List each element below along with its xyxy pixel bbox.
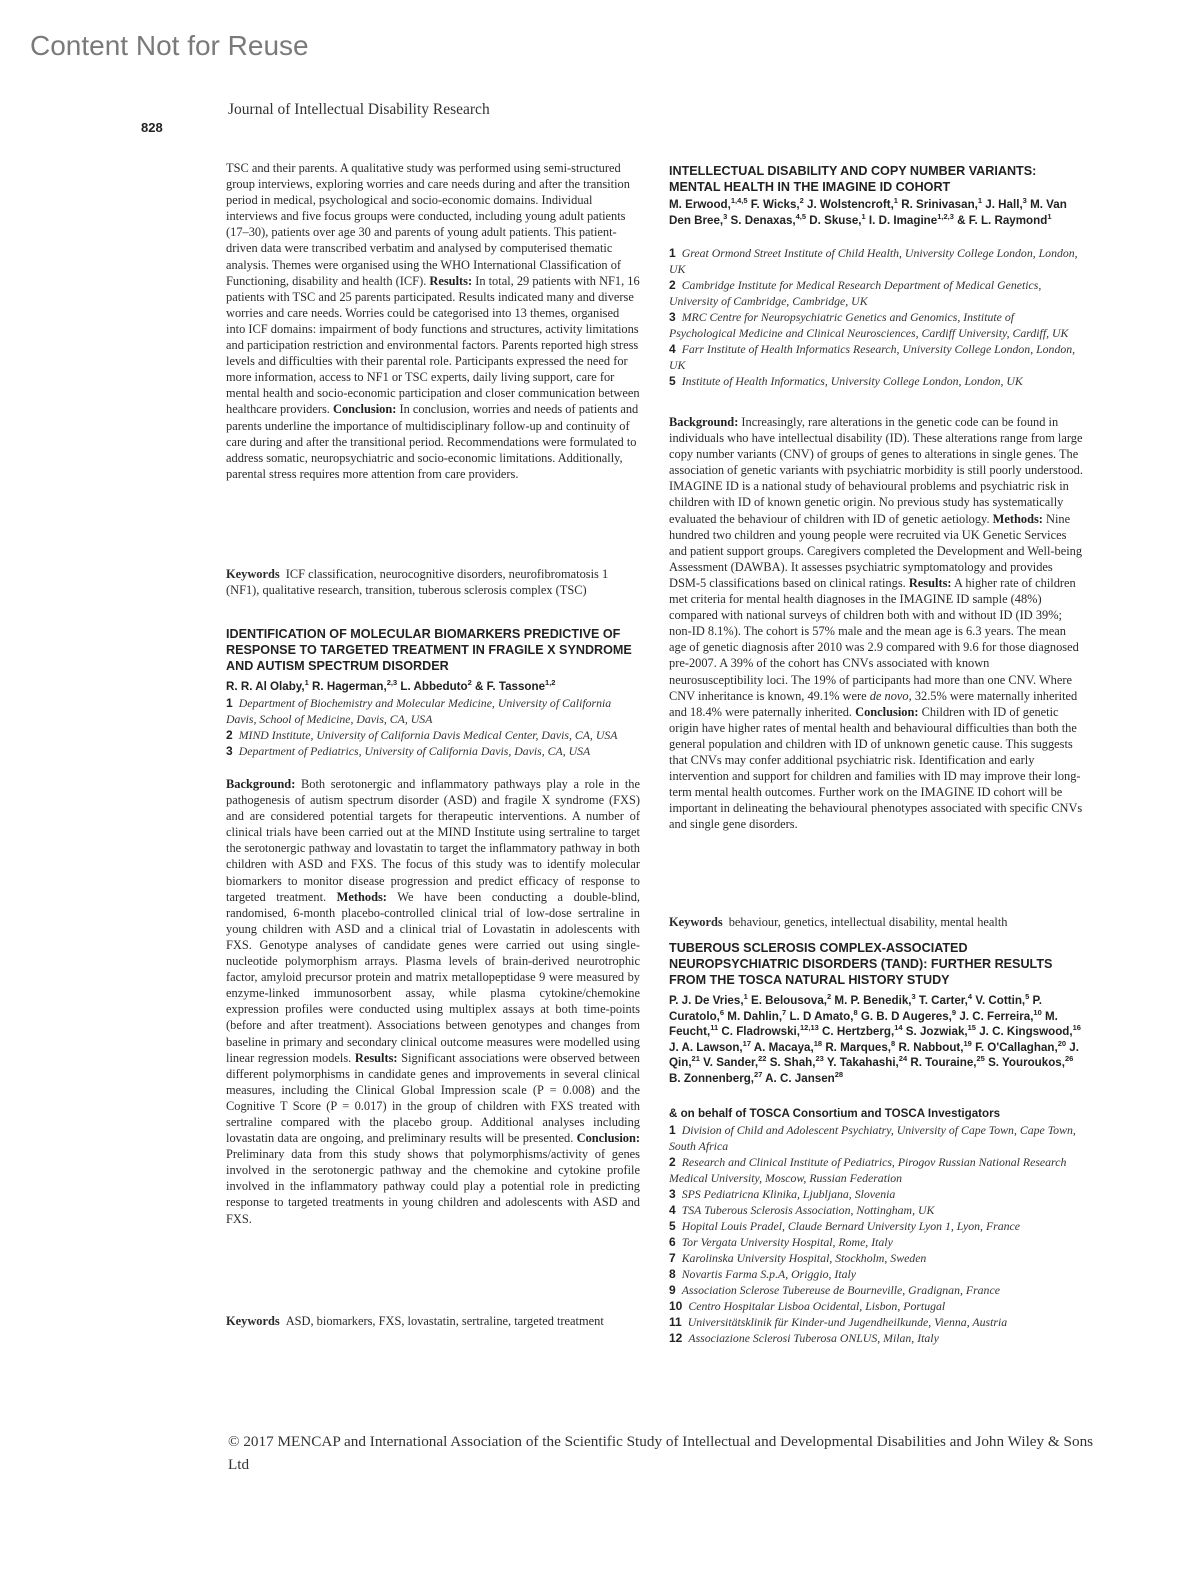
affiliation xyxy=(669,1202,1083,1218)
affiliation-ref: 1 xyxy=(304,678,309,688)
affiliation-number: 3 xyxy=(669,310,676,324)
author-name: I. D. Imagine xyxy=(868,213,938,227)
affiliation-number: 1 xyxy=(226,696,233,710)
author xyxy=(807,198,898,211)
author xyxy=(959,1007,1042,1023)
author-name: & F. Tassone xyxy=(475,680,546,693)
keywords-text: behaviour, genetics, intellectual disability, mental health xyxy=(728,915,1008,929)
section-text: In total, 29 patients with NF1, 16 patients with TSC and 25 parents participated. Results indicated many and diverse worries and care needs. Worries could be categorised into 13 themes, organised into ICF domains: impairment of body functions and structures, activity limitations and participation restriction and environmental factors. Parents reported high stress levels and difficulties with their parental role. Participants expressed the need for more information, access to NF1 or TSC experts, daily living support, care for mental health and socio-economic participation and closer communication between healthcare providers. xyxy=(226,273,640,417)
author xyxy=(475,680,555,693)
author-name: R. Srinivasan, xyxy=(901,198,978,211)
affiliation xyxy=(669,309,1083,341)
section-label: Methods: xyxy=(336,889,387,904)
affiliation-text: Division of Child and Adolescent Psychiatry, University of Cape Town, Cape Town, South Africa xyxy=(669,1123,1076,1153)
intro-keywords xyxy=(226,566,640,598)
article-abstract xyxy=(226,776,640,1227)
article-title: TUBEROUS SCLEROSIS COMPLEX-ASSOCIATED NEUROPSYCHIATRIC DISORDERS (TAND): FURTHER RESULTS FROM THE TOSCA NATURAL HISTORY STUDY xyxy=(669,941,1053,987)
affiliation xyxy=(669,1154,1083,1186)
keywords-label: Keywords xyxy=(226,567,280,581)
author-name: L. D Amato, xyxy=(789,1009,854,1023)
author xyxy=(957,211,1052,227)
affiliation-ref: 3 xyxy=(911,992,916,1002)
affiliation-number: 4 xyxy=(669,1203,676,1217)
affiliation-ref: 24 xyxy=(898,1054,908,1064)
author-name: S. Youroukos, xyxy=(988,1056,1065,1070)
affiliation-ref: 1 xyxy=(1047,211,1052,221)
affiliation-ref: 2 xyxy=(467,678,472,688)
author-name: R. Touraine, xyxy=(910,1056,977,1070)
author xyxy=(834,994,915,1007)
affiliation-ref: 7 xyxy=(782,1007,787,1017)
author-name: M. Feucht, xyxy=(669,1009,1058,1039)
author-name: J. Wolstencroft, xyxy=(807,198,894,211)
author-name: L. Abbeduto xyxy=(400,680,468,693)
affiliation-text: Farr Institute of Health Informatics Research, University College London, London, UK xyxy=(669,342,1076,372)
author-list xyxy=(669,197,1083,228)
keywords-label: Keywords xyxy=(669,915,723,929)
section-label: Results: xyxy=(429,273,473,288)
author xyxy=(919,994,972,1007)
keywords-label: Keywords xyxy=(226,1314,280,1328)
affiliation-ref: 10 xyxy=(1033,1007,1042,1017)
section-text: , 32.5% were maternally inherited and 18.4% were paternally inherited. xyxy=(669,688,1078,719)
author-name: S. Jozwiak, xyxy=(905,1025,968,1039)
author-name: M. Van Den Bree, xyxy=(669,198,1067,227)
affiliation-ref: 18 xyxy=(813,1038,823,1048)
keywords-text: ASD, biomarkers, FXS, lovastatin, sertraline, targeted treatment xyxy=(285,1314,604,1328)
author xyxy=(827,1056,907,1069)
author xyxy=(400,680,471,693)
section-text: Increasingly, rare alterations in the genetic code can be found in individuals who have intellectual disability (ID). These alterations range from large copy number variants (CNV) of groups of genes to alterations in single genes. The association of genetic variants with psychiatric morbidity is still poorly understood. IMAGINE ID is a national study of behavioural problems and psychiatric risk in children with ID of known genetic origin. No previous study has systematically evaluated the behaviour of children with ID of genetic aetiology. xyxy=(669,415,1083,526)
affiliation-number: 3 xyxy=(226,744,233,758)
author-name: Y. Takahashi, xyxy=(826,1056,899,1070)
affiliation-ref: 21 xyxy=(691,1054,700,1064)
affiliation xyxy=(226,727,640,743)
intro-abstract xyxy=(226,160,640,482)
author xyxy=(751,198,804,211)
affiliation-ref: 1,2 xyxy=(545,678,556,688)
author xyxy=(669,1038,751,1054)
author-list xyxy=(226,679,640,695)
affiliation-ref: 15 xyxy=(967,1023,976,1033)
author xyxy=(898,1038,972,1054)
affiliation-ref: 16 xyxy=(1072,1023,1081,1033)
affiliation-ref: 8 xyxy=(891,1038,896,1048)
affiliation-number: 3 xyxy=(669,1187,676,1201)
affiliation-text: Karolinska University Hospital, Stockholm, Sweden xyxy=(681,1251,927,1265)
affiliation-text: Institute of Health Informatics, University College London, London, UK xyxy=(681,374,1023,388)
affiliation xyxy=(669,1282,1083,1298)
affiliation-text: Associazione Sclerosi Tuberosa ONLUS, Milan, Italy xyxy=(688,1331,939,1345)
author xyxy=(979,1025,1081,1038)
author xyxy=(975,994,1029,1007)
affiliation-number: 1 xyxy=(669,246,676,260)
affiliation-number: 8 xyxy=(669,1267,676,1281)
affiliation-number: 7 xyxy=(669,1251,676,1265)
author-name: M. Dahlin, xyxy=(727,1009,783,1023)
affiliation-ref: 2 xyxy=(799,196,804,206)
affiliation-ref: 5 xyxy=(1025,992,1030,1002)
author-name: M. P. Benedik, xyxy=(834,994,912,1007)
affiliation xyxy=(669,373,1083,389)
author-name: A. C. Jansen xyxy=(765,1071,835,1085)
copyright-footer: © 2017 MENCAP and International Association of the Scientific Study of Intellectual and Developmental Disabilities and John Wiley & Sons Ltd xyxy=(228,1433,1094,1473)
affiliation-ref: 3 xyxy=(723,211,728,221)
affiliation-number: 2 xyxy=(669,278,676,292)
article-keywords xyxy=(226,1313,640,1329)
author-name: R. R. Al Olaby, xyxy=(226,680,305,693)
affiliation-text: SPS Pediatricna Klinika, Ljubljana, Slovenia xyxy=(681,1187,896,1201)
author xyxy=(721,1025,818,1038)
author-name: J. C. Ferreira, xyxy=(959,1009,1034,1023)
affiliation-number: 12 xyxy=(669,1331,683,1345)
author-name: R. Hagerman, xyxy=(312,680,387,693)
section-label: Conclusion: xyxy=(855,704,919,719)
affiliation-ref: 28 xyxy=(834,1070,844,1080)
italic-term: de novo xyxy=(869,688,909,703)
affiliation-ref: 1,4,5 xyxy=(730,196,748,206)
affiliation-ref: 27 xyxy=(754,1070,763,1080)
section-text: Both serotonergic and inflammatory pathways play a role in the pathogenesis of autism spectrum disorder (ASD) and fragile X syndrome (FXS) and are considered potential targets for therapeutic interventions. A number of clinical trials have been carried out at the MIND Institute using sertraline to target the serotonergic pathway and lovastatin to target the inflammatory pathway in both children with ASD and FXS. The focus of this study was to identify molecular biomarkers to monitor disease progression and predict efficacy of response to targeted treatment. xyxy=(226,777,640,904)
section-label: Conclusion: xyxy=(576,1131,640,1146)
section-label: Methods: xyxy=(992,511,1043,526)
author-list xyxy=(669,993,1087,1087)
author xyxy=(669,198,748,211)
affiliation xyxy=(669,1250,1083,1266)
author xyxy=(765,1072,843,1085)
affiliation xyxy=(669,1122,1083,1154)
author-name: V. Cottin, xyxy=(975,994,1026,1007)
affiliation-ref: 1 xyxy=(977,196,983,206)
author xyxy=(669,1072,762,1085)
affiliation-text: MIND Institute, University of California Davis Medical Center, Davis, CA, USA xyxy=(238,728,618,742)
affiliation xyxy=(226,695,640,727)
affiliation-ref: 22 xyxy=(758,1054,767,1064)
author xyxy=(753,1038,823,1054)
affiliation-text: Hopital Louis Pradel, Claude Bernard University Lyon 1, Lyon, France xyxy=(681,1219,1021,1233)
author xyxy=(730,211,807,227)
article-keywords xyxy=(669,914,1083,930)
author-name: G. B. D Augeres, xyxy=(860,1009,952,1023)
consortium-line: & on behalf of TOSCA Consortium and TOSCA Investigators xyxy=(669,1107,1001,1120)
author-name: J. C. Kingswood, xyxy=(979,1025,1073,1039)
affiliation-text: Association Sclerose Tubereuse de Bourneville, Gradignan, France xyxy=(681,1283,1000,1297)
author xyxy=(727,1007,787,1023)
affiliation-number: 1 xyxy=(669,1123,676,1137)
affiliation xyxy=(669,1330,1083,1346)
author-name: & F. L. Raymond xyxy=(957,213,1048,227)
affiliation-ref: 1 xyxy=(861,211,866,221)
keywords-text: ICF classification, neurocognitive disorders, neurofibromatosis 1 (NF1), qualitative research, transition, tuberous sclerosis complex (TSC) xyxy=(226,567,609,598)
author-name: D. Skuse, xyxy=(809,213,862,227)
affiliation-number: 5 xyxy=(669,1219,676,1233)
author-name: S. Denaxas, xyxy=(730,213,796,227)
affiliation-ref: 25 xyxy=(976,1054,985,1064)
affiliation xyxy=(669,1266,1083,1282)
affiliation-ref: 12,13 xyxy=(800,1023,819,1033)
author xyxy=(809,211,866,227)
affiliation-number: 9 xyxy=(669,1283,676,1297)
author xyxy=(906,1025,976,1038)
author xyxy=(226,680,309,693)
author xyxy=(669,994,748,1007)
affiliation-text: Centro Hospitalar Lisboa Ocidental, Lisbon, Portugal xyxy=(688,1299,946,1313)
affiliation-text: Great Ormond Street Institute of Child Health, University College London, London, UK xyxy=(669,246,1078,276)
affiliation-ref: 9 xyxy=(951,1007,957,1017)
affiliation-ref: 23 xyxy=(815,1054,824,1064)
author-name: C. Hertzberg, xyxy=(822,1025,895,1039)
section-text: A higher rate of children met criteria for mental health diagnoses in the IMAGINE ID sample (48%) compared with national surveys of children both with and without ID (ID 39%; non-ID 8.1%). The cohort is 57% male and the mean age is 6.3 years. The mean age of genetic diagnosis after 2010 was 2.9 compared with 9.6 for those diagnosed pre-2007. A 39% of the cohort has CNVs associated with known neurosusceptibility loci. The 19% of participants had more than one CNV. Where CNV inheritance is known, 49.1% were xyxy=(669,575,1079,703)
author-name: P. Curatolo, xyxy=(669,994,1042,1023)
article-title: IDENTIFICATION OF MOLECULAR BIOMARKERS PREDICTIVE OF RESPONSE TO TARGETED TREATMENT IN FRAGILE X SYNDROME AND AUTISM SPECTRUM DISORDER xyxy=(226,627,632,673)
journal-title: Journal of Intellectual Disability Research xyxy=(228,101,490,118)
affiliation xyxy=(669,1234,1083,1250)
affiliation-ref: 1 xyxy=(743,992,748,1002)
affiliation xyxy=(226,743,640,759)
section-text: TSC and their parents. A qualitative study was performed using semi-structured group interviews, exploring worries and care needs during and after the transition period in medical, psychological and socio-economic domains. Individual interviews and five focus groups were conducted, including young adult patients (17–30), patients over age 30 and parents of young adult patients. This patient-driven data were transcribed verbatim and analysed by computerised thematic analysis. Themes were organised using the WHO International Classification of Functioning, disability and health (ICF). xyxy=(226,161,630,288)
affiliation-list xyxy=(226,695,640,759)
affiliation xyxy=(669,277,1083,309)
affiliation-ref: 8 xyxy=(853,1007,858,1017)
affiliation-ref: 1,2,3 xyxy=(937,211,954,221)
affiliation-ref: 14 xyxy=(894,1023,903,1033)
author xyxy=(901,198,982,211)
article-title: INTELLECTUAL DISABILITY AND COPY NUMBER VARIANTS: MENTAL HEALTH IN THE IMAGINE ID COHORT xyxy=(669,164,1037,194)
author xyxy=(770,1056,824,1069)
affiliation xyxy=(669,1186,1083,1202)
author-name: S. Shah, xyxy=(769,1056,816,1070)
section-text: In conclusion, worries and needs of patients and parents underline the importance of multidisciplinary follow-up and continuity of care during and after the transitional period. Recommendations were formulated to address somatic, neuropsychiatric and socio-economic limitations. Additionally, parental stress requires more attention from care providers. xyxy=(226,402,639,481)
author xyxy=(703,1056,766,1069)
author-name: M. Erwood, xyxy=(669,198,731,211)
affiliation-ref: 19 xyxy=(963,1038,972,1048)
affiliation-text: Novartis Farma S.p.A, Origgio, Italy xyxy=(681,1267,857,1281)
affiliation-text: Research and Clinical Institute of Pediatrics, Pirogov Russian National Research Medical University, Moscow, Russian Federation xyxy=(669,1155,1067,1185)
affiliation-list xyxy=(669,1122,1083,1346)
affiliation xyxy=(669,1218,1083,1234)
affiliation-ref: 2 xyxy=(827,992,832,1002)
affiliation-ref: 3 xyxy=(1022,196,1027,206)
author xyxy=(988,1056,1073,1069)
author xyxy=(825,1038,896,1054)
author xyxy=(789,1007,858,1023)
author xyxy=(868,211,954,227)
affiliation-ref: 20 xyxy=(1057,1038,1067,1048)
affiliation-number: 10 xyxy=(669,1299,683,1313)
section-label: Conclusion: xyxy=(333,402,397,417)
author-name: J. Hall, xyxy=(985,198,1023,211)
affiliation-ref: 11 xyxy=(710,1023,719,1033)
section-text: We have been conducting a double-blind, randomised, 6-month placebo-controlled clinical trial of low-dose sertraline in young children with ASD and a clinical trial of Lovastatin in adolescents with FXS. Genotype analyses of candidate genes were carried out using single-nucleotide polymorphism arrays. Plasma levels of brain-derived neurotrophic factor, amyloid precursor protein and matrix metallopeptidase 9 were measured by enzyme-linked immunosorbent assay, while plasma cytokine/chemokine expression profiles were conducted using multiplex assays at both time-points (before and after treatment). Associations between genotypes and changes from baseline in primary and secondary clinical outcome measures were modelled using linear regression models. xyxy=(226,889,640,1065)
section-text: Nine hundred two children and young people were recruited via UK Genetic Services and patient support groups. Caregivers completed the Development and Well-being Assessment (DAWBA). It assesses psychiatric symptomatology and provides DSM-5 classifications based on clinical ratings. xyxy=(669,511,1083,590)
affiliation-ref: 2,3 xyxy=(386,678,398,688)
author-name: F. O'Callaghan, xyxy=(975,1040,1058,1054)
affiliation-number: 2 xyxy=(226,728,233,742)
affiliation-text: Universitätsklinik für Kinder-und Jugendheilkunde, Vienna, Austria xyxy=(687,1315,1008,1329)
author-name: T. Carter, xyxy=(918,994,968,1007)
author-name: C. Fladrowski, xyxy=(721,1025,801,1039)
affiliation-ref: 1 xyxy=(893,196,898,206)
section-label: Results: xyxy=(908,575,952,590)
affiliation-text: Department of Biochemistry and Molecular Medicine, University of California Davis, School of Medicine, Davis, CA, USA xyxy=(226,696,612,726)
affiliation-ref: 17 xyxy=(742,1038,751,1048)
section-text: Significant associations were observed between different polymorphisms in candidate genes and improvements in several clinical measures, including the Clinical Global Impression scale (P = 0.008) and the Cognitive T Score (P = 0.017) in the group of children with FXS treated with sertraline compared with the placebo group. Additional analyses including lovastatin data are ongoing, and preliminary results will be presented. xyxy=(226,1050,640,1146)
affiliation-number: 5 xyxy=(669,374,676,388)
author xyxy=(822,1025,903,1038)
author-name: R. Nabbout, xyxy=(898,1040,964,1054)
affiliation xyxy=(669,341,1083,373)
author-name: B. Zonnenberg, xyxy=(669,1071,755,1085)
author xyxy=(751,994,831,1007)
author-name: J. Qin, xyxy=(669,1040,1079,1070)
affiliation-ref: 4 xyxy=(967,992,973,1002)
author xyxy=(860,1007,957,1023)
article-abstract xyxy=(669,414,1083,832)
affiliation-text: TSA Tuberous Sclerosis Association, Nottingham, UK xyxy=(681,1203,935,1217)
author-name: J. A. Lawson, xyxy=(669,1040,743,1054)
affiliation-number: 2 xyxy=(669,1155,676,1169)
affiliation-number: 6 xyxy=(669,1235,676,1249)
author-name: P. J. De Vries, xyxy=(669,994,744,1007)
affiliation-text: MRC Centre for Neuropsychiatric Genetics and Genomics, Institute of Psychological Medicine and Clinical Neurosciences, Cardiff University, Cardiff, UK xyxy=(669,310,1069,340)
affiliation-ref: 6 xyxy=(719,1007,725,1017)
section-label: Background: xyxy=(226,777,296,791)
author xyxy=(910,1056,984,1069)
affiliation-number: 11 xyxy=(669,1315,682,1329)
author-name: R. Marques, xyxy=(825,1040,892,1054)
affiliation xyxy=(669,1298,1083,1314)
affiliation-ref: 4,5 xyxy=(795,211,807,221)
page-number: 828 xyxy=(141,120,163,135)
watermark: Content Not for Reuse xyxy=(30,30,309,61)
author-name: A. Macaya, xyxy=(753,1040,814,1054)
author xyxy=(985,198,1027,211)
affiliation xyxy=(669,245,1083,277)
affiliation-text: Tor Vergata University Hospital, Rome, Italy xyxy=(681,1235,893,1249)
affiliation-text: Department of Pediatrics, University of California Davis, Davis, CA, USA xyxy=(238,744,591,758)
author xyxy=(312,680,397,693)
author-name: V. Sander, xyxy=(703,1056,759,1070)
affiliation-ref: 26 xyxy=(1064,1054,1074,1064)
affiliation-list xyxy=(669,245,1083,389)
author xyxy=(975,1038,1067,1054)
author-name: E. Belousova, xyxy=(750,994,827,1007)
section-text: Children with ID of genetic origin have higher rates of mental health and behavioural difficulties than both the general population and children with ID of unknown genetic cause. This suggests that CNVs may confer additional psychiatric risk. Identification and early intervention and support for children and families with ID may improve their long-term mental health outcomes. Further work on the IMAGINE ID cohort will be important in delineating the behavioural phenotypes associated with specific CNVs and single gene disorders. xyxy=(669,704,1083,832)
section-text: Preliminary data from this study shows that polymorphisms/activity of genes involved in the serotonergic pathway and the chemokine and cytokine profile involved in the inflammatory pathway could play a potential role in predicting response to targeted treatments in young children and adolescents with ASD and FXS. xyxy=(226,1147,640,1226)
section-label: Results: xyxy=(354,1050,398,1065)
affiliation-text: Cambridge Institute for Medical Research Department of Medical Genetics, University of Cambridge, Cambridge, UK xyxy=(669,278,1042,308)
author-name: F. Wicks, xyxy=(750,198,800,211)
section-label: Background: xyxy=(669,415,739,429)
affiliation-number: 4 xyxy=(669,342,676,356)
affiliation xyxy=(669,1314,1083,1330)
